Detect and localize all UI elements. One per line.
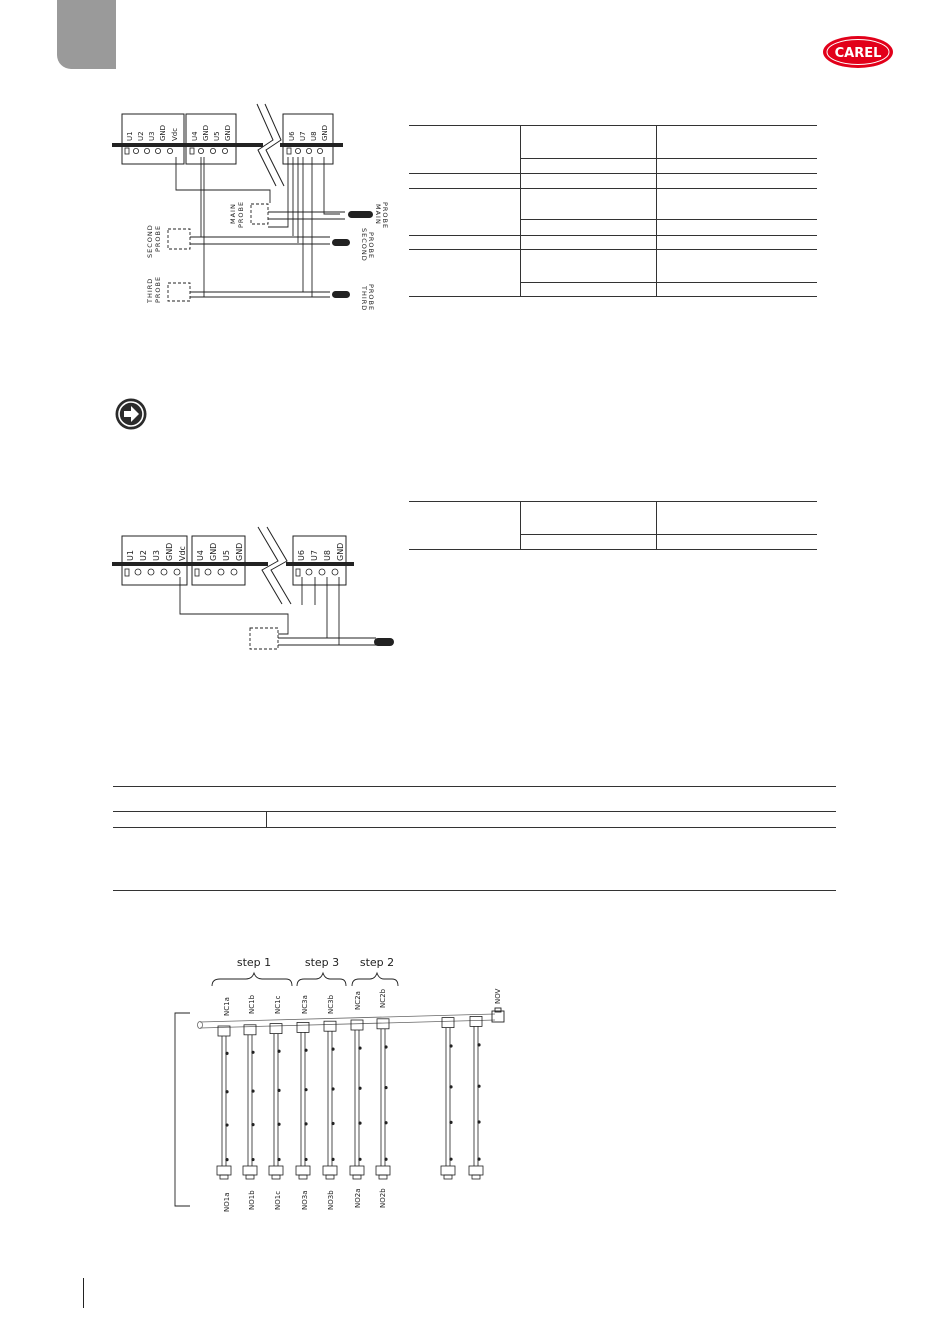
column-fitting (358, 1122, 361, 1125)
column-bottom-valve (243, 1166, 257, 1175)
terminal-vdc: Vdc (178, 546, 187, 561)
main-probe-label-mid: MAIN (229, 203, 237, 224)
valve-label-nc1b: NC1b (248, 994, 256, 1014)
third-probe-label: THIRD (146, 277, 154, 303)
third-probe-label-right-2: PROBE (367, 284, 375, 312)
step2-brace (352, 973, 398, 986)
terminal-u7: U7 (310, 550, 319, 561)
second-probe-label-right: SECOND (360, 228, 368, 262)
column-bottom-fitting (272, 1175, 280, 1179)
third-probe-sensor (332, 291, 350, 298)
valve-label-no3b: NO3b (327, 1190, 335, 1210)
column-bottom-fitting (246, 1175, 254, 1179)
carel-logo (822, 35, 894, 69)
terminal-u8: U8 (323, 550, 332, 561)
valve-label-nc2a: NC2a (354, 991, 362, 1010)
column-fitting (225, 1052, 228, 1055)
column-fitting (384, 1086, 387, 1089)
column-fitting (331, 1158, 334, 1161)
wide-table-bottom-rule (113, 890, 836, 891)
step3-brace (297, 973, 346, 986)
valve-label-no3a: NO3a (301, 1190, 309, 1210)
column-fitting (251, 1089, 254, 1092)
wide-table-header-rule (113, 811, 836, 812)
third-probe-label-2: PROBE (154, 275, 162, 303)
main-probe-label-mid-2: PROBE (237, 200, 245, 228)
column-fitting (358, 1158, 361, 1161)
step3-label: step 3 (304, 956, 340, 969)
column-fitting (225, 1090, 228, 1093)
column-fitting (277, 1050, 280, 1053)
column-fitting (277, 1089, 280, 1092)
second-probe-sensor (332, 239, 350, 246)
main-probe-sensor (348, 211, 373, 218)
column-fitting (225, 1158, 228, 1161)
column-top-valve (324, 1021, 336, 1031)
column-fitting (477, 1043, 480, 1046)
terminal-u7: U7 (299, 131, 307, 141)
probe-sensor (374, 638, 394, 646)
valve-label-no1c: NO1c (274, 1190, 282, 1210)
terminal-u5: U5 (213, 131, 221, 141)
terminal-u1: U1 (126, 131, 134, 141)
column-fitting (304, 1158, 307, 1161)
column-fitting (331, 1048, 334, 1051)
column-fitting (358, 1046, 361, 1049)
valve-label-nc2b: NC2b (379, 988, 387, 1008)
column-bottom-fitting (379, 1175, 387, 1179)
valve-label-no2b: NO2b (379, 1188, 387, 1208)
valve-label-nc3b: NC3b (327, 994, 335, 1014)
column-fitting (384, 1158, 387, 1161)
column-fitting (251, 1051, 254, 1054)
column-fitting (449, 1085, 452, 1088)
main-probe-label-right-2: PROBE (381, 202, 389, 230)
valve-label-no1b: NO1b (248, 1190, 256, 1210)
terminal-gnd: GND (165, 542, 174, 561)
column-fitting (477, 1085, 480, 1088)
second-probe-label-right-2: PROBE (367, 232, 375, 260)
rack-bracket (175, 1013, 190, 1206)
terminal-gnd: GND (336, 542, 345, 561)
chapter-tab-marker (57, 0, 116, 69)
column-fitting (477, 1158, 480, 1161)
arrow-right-circle-icon (114, 397, 148, 431)
terminal-gnd: GND (235, 542, 244, 561)
column-fitting (477, 1120, 480, 1123)
step2-label: step 2 (359, 956, 395, 969)
column-fitting (331, 1087, 334, 1090)
step1-brace (212, 973, 292, 986)
third-probe-label-right: THIRD (360, 286, 368, 312)
valve-label-no1a: NO1a (223, 1192, 231, 1212)
terminal-gnd: GND (202, 124, 210, 141)
probe-config-table-top (409, 125, 817, 297)
column-fitting (304, 1122, 307, 1125)
column-fitting (449, 1121, 452, 1124)
column-bottom-valve (441, 1166, 455, 1175)
valve-label-nc3a: NC3a (301, 995, 309, 1014)
column-bottom-valve (350, 1166, 364, 1175)
terminal-u5: U5 (222, 550, 231, 561)
column-fitting (277, 1158, 280, 1161)
column-fitting (251, 1158, 254, 1161)
terminal-vdc: Vdc (171, 127, 179, 141)
column-fitting (304, 1088, 307, 1091)
terminal-u4: U4 (196, 550, 205, 561)
wide-table-row-rule (113, 827, 836, 828)
column-bottom-fitting (326, 1175, 334, 1179)
terminal-u2: U2 (137, 131, 145, 141)
column-fitting (304, 1049, 307, 1052)
column-top-valve (377, 1019, 389, 1029)
valve-label-nc1c: NC1c (274, 995, 282, 1014)
column-bottom-valve (296, 1166, 310, 1175)
terminal-gnd: GND (159, 124, 167, 141)
column-bottom-fitting (353, 1175, 361, 1179)
third-probe-connector (168, 283, 190, 301)
valve-label-nov: NOV (494, 988, 502, 1004)
column-fitting (277, 1123, 280, 1126)
column-fitting (225, 1123, 228, 1126)
second-probe-label: SECOND (146, 224, 154, 258)
column-top-valve (442, 1018, 454, 1028)
probe-config-table-mid (409, 501, 817, 550)
terminal-u6: U6 (288, 131, 296, 141)
wide-table-divider (266, 812, 267, 827)
column-bottom-fitting (220, 1175, 228, 1179)
probe-connector (250, 628, 278, 649)
valve-rack-diagram (160, 945, 530, 1215)
wiring-diagram-three-probes (110, 100, 410, 320)
column-top-valve (297, 1022, 309, 1032)
column-bottom-valve (269, 1166, 283, 1175)
column-fitting (331, 1122, 334, 1125)
column-bottom-valve (217, 1166, 231, 1175)
terminal-gnd: GND (321, 124, 329, 141)
terminal-u3: U3 (148, 131, 156, 141)
column-bottom-fitting (444, 1175, 452, 1179)
valve-label-nc1a: NC1a (223, 997, 231, 1016)
step1-label: step 1 (236, 956, 272, 969)
column-fitting (384, 1045, 387, 1048)
terminal-u4: U4 (191, 131, 199, 141)
main-probe-label-right: MAIN (374, 204, 382, 225)
column-bottom-fitting (299, 1175, 307, 1179)
column-bottom-valve (323, 1166, 337, 1175)
terminal-u1: U1 (126, 550, 135, 561)
terminal-gnd: GND (224, 124, 232, 141)
column-fitting (384, 1121, 387, 1124)
terminal-u8: U8 (310, 131, 318, 141)
column-fitting (251, 1123, 254, 1126)
footer-rule (83, 1278, 84, 1308)
column-fitting (449, 1158, 452, 1161)
second-probe-label-2: PROBE (154, 224, 162, 252)
main-probe-connector (251, 204, 268, 224)
valve-label-no2a: NO2a (354, 1188, 362, 1208)
terminal-u6: U6 (297, 550, 306, 561)
logo-text: CAREL (834, 46, 882, 61)
column-bottom-valve (376, 1166, 390, 1175)
terminal-u3: U3 (152, 550, 161, 561)
column-top-valve (470, 1016, 482, 1026)
second-probe-connector (168, 229, 190, 249)
terminal-gnd: GND (209, 542, 218, 561)
column-top-valve (270, 1024, 282, 1034)
column-top-valve (351, 1020, 363, 1030)
wiring-diagram-single-probe (110, 525, 400, 655)
wide-table-top-rule (113, 786, 836, 787)
column-bottom-fitting (472, 1175, 480, 1179)
column-fitting (358, 1087, 361, 1090)
column-bottom-valve (469, 1166, 483, 1175)
terminal-u2: U2 (139, 550, 148, 561)
column-fitting (449, 1044, 452, 1047)
